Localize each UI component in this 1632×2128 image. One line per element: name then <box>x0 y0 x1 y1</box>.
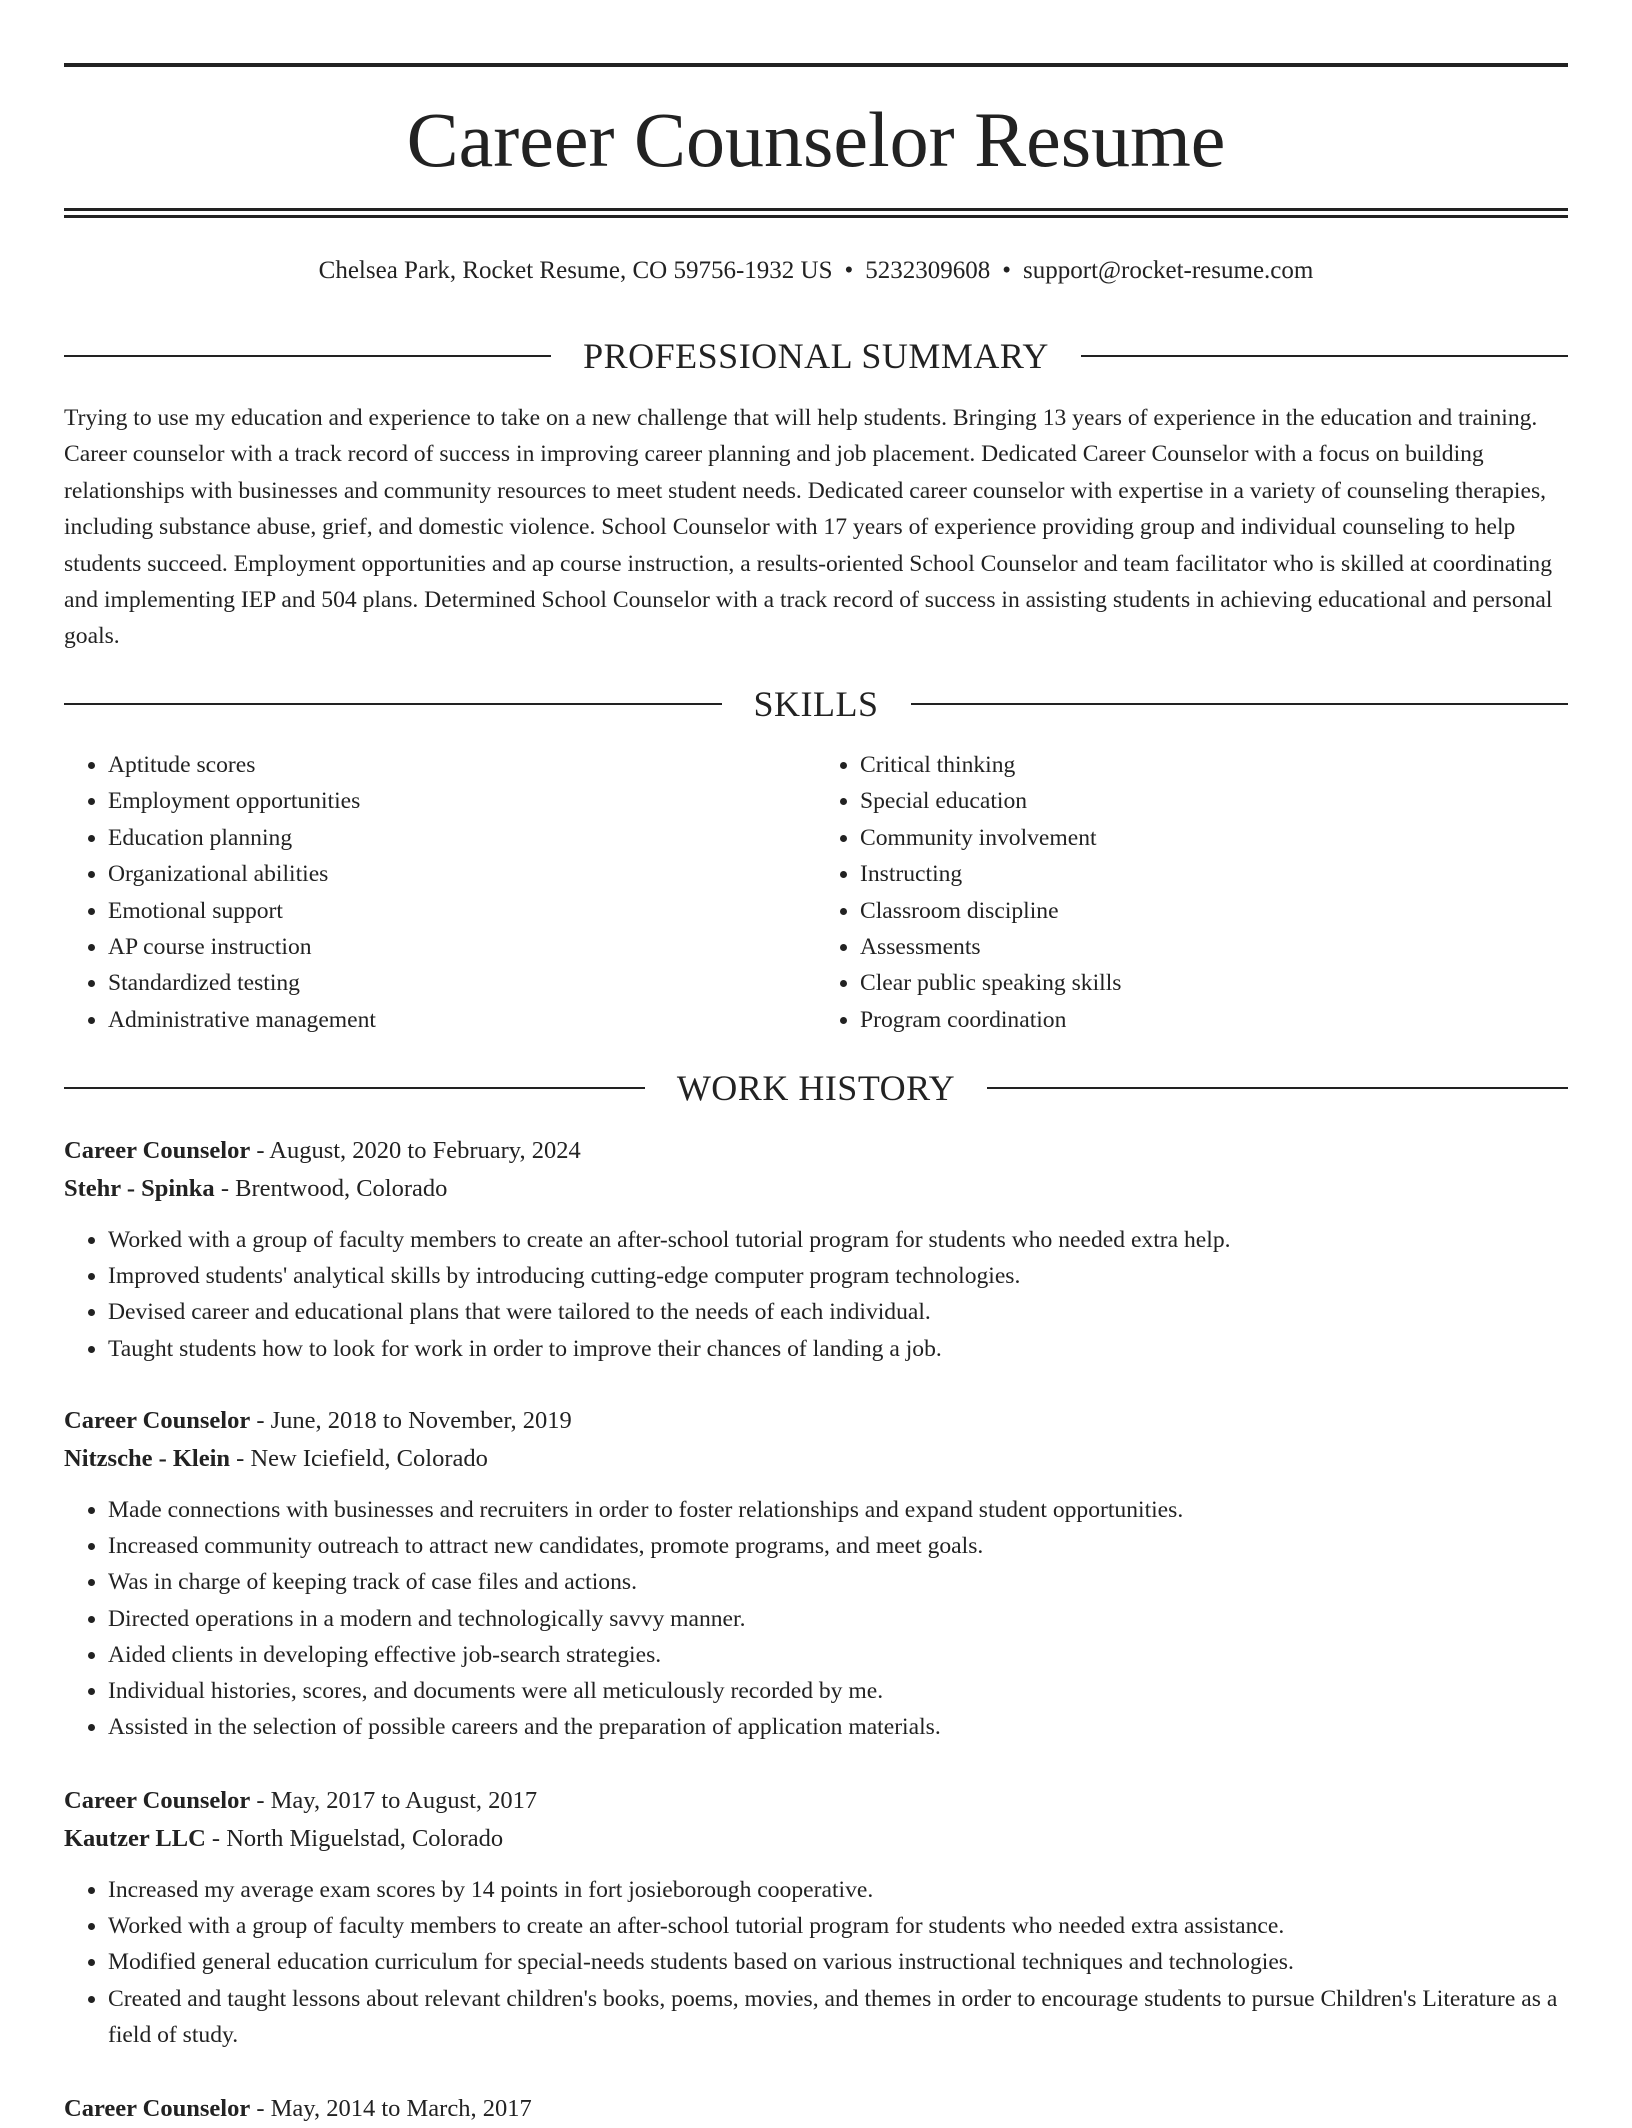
section-title: WORK HISTORY <box>676 1068 956 1108</box>
job-bullet: • Taught students how to look for work in order to improve their chances of landing a job. <box>108 1331 1568 1367</box>
job-title: Career Counselor <box>64 2095 251 2122</box>
job-dates: - August, 2020 to February, 2024 <box>250 1137 581 1164</box>
skills-column-right <box>816 747 1568 1038</box>
job-bullet: • Increased my average exam scores by 14 points in fort josieborough cooperative. <box>108 1872 1568 1908</box>
job-bullet: • Modified general education curriculum for special-needs students based on various instructional techniques and technologies. <box>108 1944 1568 1980</box>
contact-line <box>64 254 1568 288</box>
job-title: Career Counselor <box>64 1407 251 1434</box>
job-company: Stehr - Spinka <box>64 1175 215 1202</box>
contact-separator: • <box>1002 257 1012 284</box>
job-dates: - June, 2018 to November, 2019 <box>250 1407 572 1434</box>
skill-item: • Employment opportunities <box>108 783 816 819</box>
job-entry <box>64 1402 1568 1745</box>
section-title: PROFESSIONAL SUMMARY <box>583 336 1049 376</box>
skill-item: • Clear public speaking skills <box>860 965 1568 1001</box>
job-bullet: • Individual histories, scores, and documents were all meticulously recorded by me. <box>108 1673 1568 1709</box>
skill-item: • Community involvement <box>860 820 1568 856</box>
job-location: - Brentwood, Colorado <box>214 1175 448 1202</box>
job-bullet: • Directed operations in a modern and technologically savvy manner. <box>108 1601 1568 1637</box>
job-dates: - May, 2017 to August, 2017 <box>250 1787 538 1814</box>
job-title: Career Counselor <box>64 1137 251 1164</box>
job-entry <box>64 1132 1568 1367</box>
contact-separator: • <box>844 257 854 284</box>
section-heading-work-history <box>64 1066 1568 1110</box>
job-entry <box>64 1782 1568 2053</box>
job-dates: - May, 2014 to March, 2017 <box>250 2095 532 2122</box>
job-title: Career Counselor <box>64 1787 251 1814</box>
job-bullet: • Improved students' analytical skills by introducing cutting-edge computer program technologies. <box>108 1258 1568 1294</box>
skill-item: • Program coordination <box>860 1002 1568 1038</box>
top-rule <box>64 63 1568 67</box>
job-location: - North Miguelstad, Colorado <box>205 1825 504 1852</box>
job-bullet: • Assisted in the selection of possible careers and the preparation of application materials. <box>108 1709 1568 1745</box>
job-bullet: • Worked with a group of faculty members to create an after-school tutorial program for students who needed extra assistance. <box>108 1908 1568 1944</box>
heading-rule <box>64 355 551 357</box>
job-bullet: • Worked with a group of faculty members to create an after-school tutorial program for students who needed extra help. <box>108 1222 1568 1258</box>
job-company: Nitzsche - Klein <box>64 1445 231 1472</box>
job-bullets <box>64 1222 1568 1367</box>
skill-item: • Classroom discipline <box>860 893 1568 929</box>
section-heading-summary <box>64 334 1568 378</box>
job-title-line <box>64 2090 1568 2128</box>
skill-item: • Standardized testing <box>108 965 816 1001</box>
job-bullets <box>64 1872 1568 2053</box>
title-rule-lower <box>64 215 1568 218</box>
job-bullet: • Was in charge of keeping track of case files and actions. <box>108 1564 1568 1600</box>
skill-item: • Assessments <box>860 929 1568 965</box>
heading-rule <box>1081 355 1568 357</box>
skill-item: • AP course instruction <box>108 929 816 965</box>
job-bullet: • Devised career and educational plans that were tailored to the needs of each individual. <box>108 1294 1568 1330</box>
job-bullet: • Aided clients in developing effective job-search strategies. <box>108 1637 1568 1673</box>
job-title-line <box>64 1402 1568 1440</box>
job-bullet: • Made connections with businesses and recruiters in order to foster relationships and expand student opportunities. <box>108 1492 1568 1528</box>
skill-item: • Emotional support <box>108 893 816 929</box>
heading-rule <box>64 1087 645 1089</box>
summary-text: Trying to use my education and experience to take on a new challenge that will help students. Bringing 13 years of experience in the education and training. Career counselor with a track record of success in improving career planning and job placement. Dedicated Career Counselor with a focus on building relationships with businesses and community resources to meet student needs. Dedicated career counselor with expertise in a variety of counseling therapies, including substance abuse, grief, and domestic violence. School Counselor with 17 years of experience providing group and individual counseling to help students succeed. Employment opportunities and ap course instruction, a results-oriented School Counselor and team facilitator who is skilled at coordinating and implementing IEP and 504 plans. Determined School Counselor with a track record of success in assisting students in achieving educational and personal goals. <box>64 405 1553 650</box>
job-bullet: • Created and taught lessons about relevant children's books, poems, movies, and themes in order to encourage students to pursue Children's Literature as a field of study. <box>108 1981 1568 2053</box>
skill-item: • Critical thinking <box>860 747 1568 783</box>
job-bullet: • Increased community outreach to attract new candidates, promote programs, and meet goals. <box>108 1528 1568 1564</box>
heading-rule <box>987 1087 1568 1089</box>
skill-item: • Administrative management <box>108 1002 816 1038</box>
skill-item: • Organizational abilities <box>108 856 816 892</box>
section-title: SKILLS <box>753 684 879 724</box>
job-company-line <box>64 1440 1568 1478</box>
heading-rule <box>64 703 722 705</box>
job-company: Kautzer LLC <box>64 1825 206 1852</box>
contact-phone: 5232309608 <box>865 257 991 284</box>
section-heading-skills <box>64 682 1568 726</box>
job-company-line <box>64 1170 1568 1208</box>
heading-rule <box>911 703 1569 705</box>
skill-item: • Instructing <box>860 856 1568 892</box>
job-title-line <box>64 1132 1568 1170</box>
job-bullets <box>64 1492 1568 1745</box>
skills-column-left <box>64 747 816 1038</box>
job-location: - New Iciefield, Colorado <box>230 1445 488 1472</box>
job-entry <box>64 2090 1568 2128</box>
job-company-line <box>64 1820 1568 1858</box>
contact-email: support@rocket-resume.com <box>1023 257 1314 284</box>
contact-address: Chelsea Park, Rocket Resume, CO 59756-1932 US <box>318 257 833 284</box>
page-title: Career Counselor Resume <box>406 96 1226 183</box>
title-rule-upper <box>64 208 1568 211</box>
skill-item: • Aptitude scores <box>108 747 816 783</box>
job-title-line <box>64 1782 1568 1820</box>
skills-list <box>64 747 1568 1038</box>
skill-item: • Special education <box>860 783 1568 819</box>
skill-item: • Education planning <box>108 820 816 856</box>
